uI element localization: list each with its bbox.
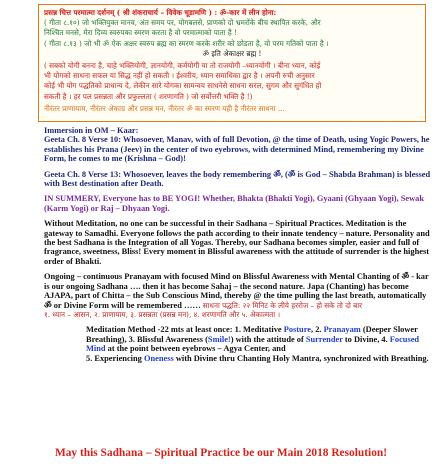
resolution-footer: May this Sadhana – Spiritual Practice be our Main 2018 Resolution! [54,447,388,459]
sadhana-steps-hindi [44,310,436,319]
method-with-divine: with Divine thru Chanting Holy Mantra, synchronized with Breathing. [173,353,429,363]
hindi-line: प्रसन्न चित्त परमात्मा दर्शनम् ( श्री शंकराचार्य – विवेक चूडामणि ) : ॐ-कार में लीन होना: [44,8,277,17]
hindi-line: नीरंतर प्राणायाम, नीरंतर अेकाग्र और प्रसन्न मन, नीरंतर ॐ का स्मरण यही है नीरंतर साधना ... [44,103,285,113]
method-step-5: 5. Experiencing [86,353,144,363]
method-at-point: at the point between eyebrows – Agya Center, and [105,344,286,354]
gita-verse-8-10: Geeta Ch. 8 Verse 10: Whosoever, Manav, with of full Devotion, @ the time of Death, using Yogic Powers, he establishes his Prana (Jeev) in the center of two eyebrows, with determined Mind, remembering my Divine Form, he comes to me (Krishna – God)! [44,135,430,164]
hindi-quote-box [38,4,426,122]
posture-highlight: Posture [283,325,311,335]
method-intro: Meditation Method -22 mts at least once: 1. Meditative [86,325,284,335]
ongoing-paragraph [44,272,436,310]
hindi-line: भी योगको साधना सफल या सिद्ध नहीं हो सकती । ईश्वरीय, ध्यान समाधिका द्वार है । अपनी रुची अनुसार [44,71,315,81]
pranayam-highlight: Pranayam [323,325,361,335]
method-to-divine: to Divine, 4. [342,334,390,344]
method-attitude: ) with the attitude of [230,334,306,344]
hindi-line: ( गीता ८.१३ ) जो भी ॐ ऐक अक्षर स्वरुप ब्रह्म का स्मरण करके शरीर को छोडता है, वो परम गतिको पाता है । [44,38,329,48]
hindi-line: निश्चित मनसे, मेरा दिव्य स्वरुपका स्मरण करता है वो परमात्माको पाता है ! [44,28,237,38]
meditation-method-paragraph [86,325,436,363]
without-meditation-paragraph: Without Meditation, no one can be successful in their Sadhana – Spiritual Practices. Meditation is the gateway to Samadhi. Everyone follows the path according to their innate tendency – nature. Personality and the best Sadhana is the Integration of all Yogas. Thereby, our Sadhana becomes simpler, easier and full of fragrance, sweetness, Bliss! Every moment in Blissful awareness with the attitude of surrender is the highest order of Bhakti. [44,219,430,266]
steps-hindi-text: १. ध्यान – आसन, २. प्राणायाम, ३. प्रसन्नता (प्रसन्न मन), ४. शरणागति और ५. अेकात्मता । [44,309,281,319]
focused-mind-highlight: Focused Mind [86,334,420,354]
hindi-line: सकती है । हर पल प्रसन्नता और प्रफुल्लता ( शरणागति ) जो सर्वोत्तरी भक्ति है !) [44,91,253,101]
hindi-line: ॐ इति अेकाक्षर ब्रह्म ! [202,48,262,58]
sadhana-method-hindi: साधना पद्धति: २२ मिनिट के लीये हररोज – हो सके तो दो बार [202,300,363,310]
smile-highlight: Smile! [207,334,231,344]
document-body [44,126,436,363]
gita-verse-8-13: Geeta Ch. 8 Verse 13: Whosoever, leaves the body remembering ॐ, (ॐ is God – Shabda Brahman) is blessed with Best destination after Death. [44,169,431,189]
hindi-line: ( सबको योगी बनना है, चाहे भक्तियोगी, ज्ञानयोगी, कर्मयोगी या तो राजयोगी –ध्यानयोगी । बीना ध्यान, कोई [44,61,321,71]
method-sep-2: , 2. [311,325,324,335]
oneness-highlight: Oneness [143,353,174,363]
surrender-highlight: Surrender [305,334,343,344]
immersion-heading: Immersion in OM – Kaar: [44,126,139,135]
summary-paragraph: IN SUMMERY, Everyone has to BE YOGI! Whether, Bhakta (Bhakti Yogi), Gyaani (Ghyaan Yogi), Sewak (Karm Yogi) or Raj – Dhyaan Yogi. [44,194,425,213]
hindi-line: कोई भी योग पद्धतिको प्राधान्य दे, लेकीन सारे योगका सामन्वय साधनेसे साधना सरल, सुगम और सुगंधित हो [44,81,322,91]
hindi-line: ( गीता ८.१०) जो भक्तियुक्त मानव, अंत समय पर, योगबलसे, प्राणको दो भ्रमरोंके बीच स्थापित करके, और [44,18,321,28]
ongoing-text: Ongoing – continuous Pranayam with focused Mind on Blissful Awareness with Mental Chanting of ॐ - kar is our ongoing Sadhana …. then it has become Sahaj – the second nature. Japa (Chanting) has become AJAPA, part of Chitta – the Sub Conscious Mind, thereby @ the time pulling the last breath, automatically ॐ or Divine Form will be remembered …… [44,272,429,310]
method-deeper: (Deeper Slower Breathing), 3. Blissful Awareness ( [86,325,418,344]
